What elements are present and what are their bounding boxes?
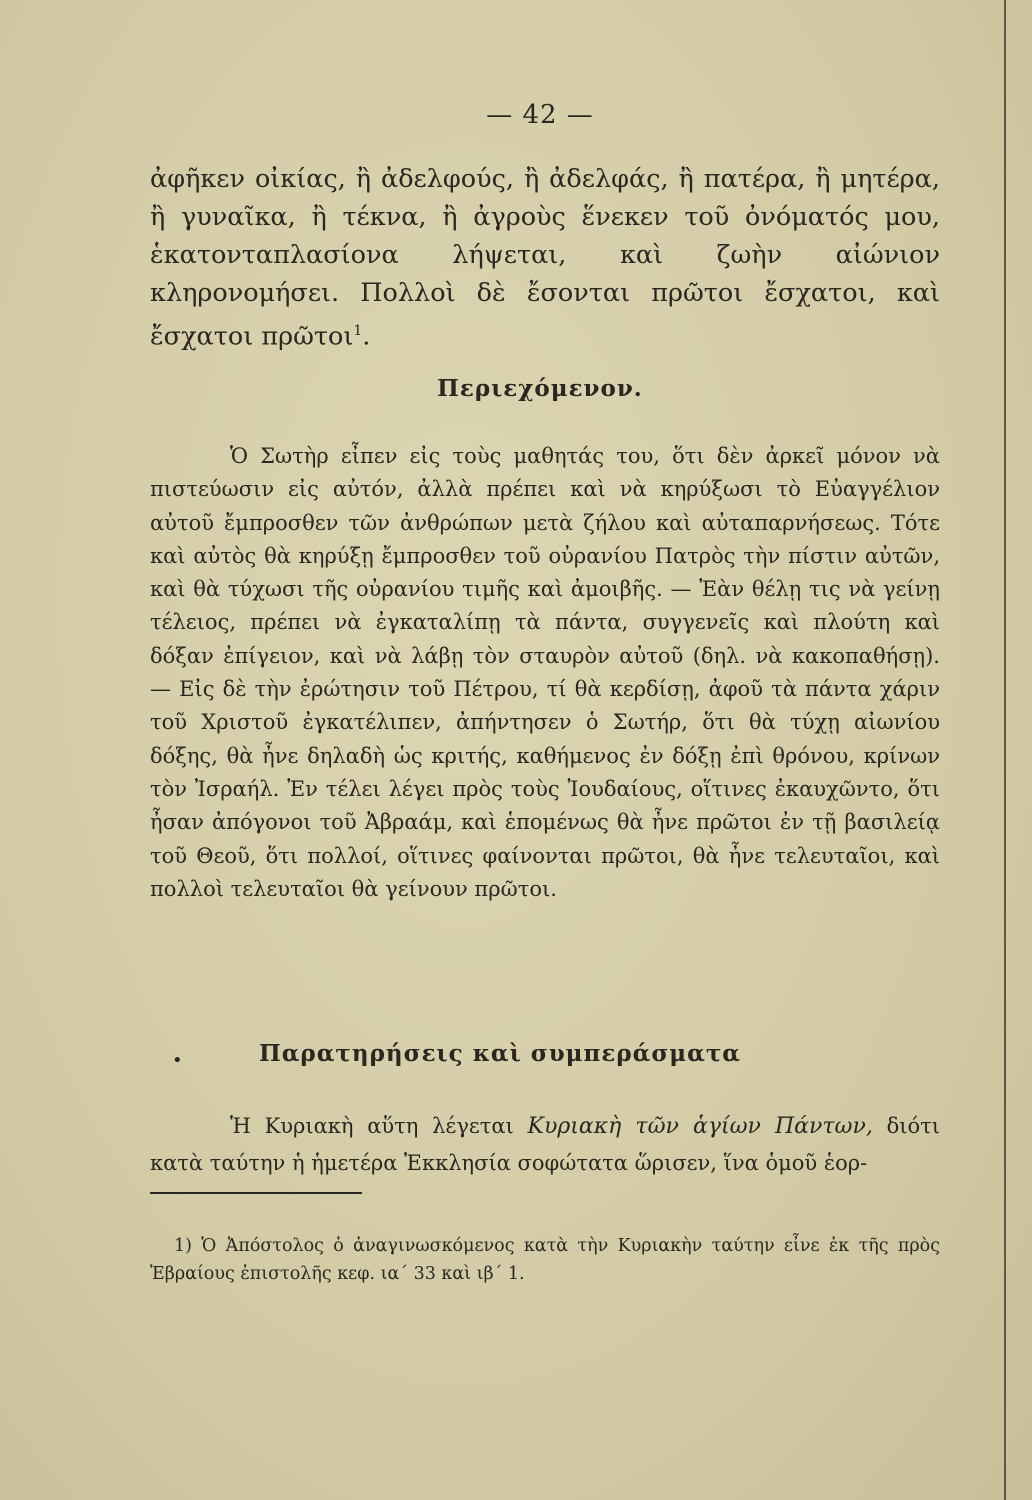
opening-paragraph	[150, 160, 940, 356]
contents-paragraph	[150, 440, 940, 906]
remarks-text-end: διότι κατὰ ταύτην ἡ ἡμετέρα Ἐκκλησία σοφώτατα ὥρισεν, ἵνα ὁμοῦ ἑορ-	[150, 1114, 940, 1175]
footnote	[150, 1232, 940, 1288]
opening-paragraph-text: ἀφῆκεν οἰκίας, ἢ ἀδελφούς, ἢ ἀδελφάς, ἢ πατέρα, ἢ μητέρα, ἢ γυναῖκα, ἢ τέκνα, ἢ ἀγροὺς ἕνεκεν τοῦ ὀνόματός μου, ἑκατονταπλασίονα λήψεται, καὶ ζωὴν αἰώνιον κληρονομήσει. Πολλοὶ δὲ ἔσονται πρῶτοι ἔσχατοι, καὶ ἔσχατοι πρῶτοι	[150, 164, 940, 352]
remarks-heading: Παρατηρήσεις καὶ συμπεράσματα	[258, 1040, 741, 1067]
page-edge-line	[1004, 0, 1006, 1500]
contents-heading: Περιεχόμενον.	[437, 375, 643, 402]
footnote-divider	[150, 1192, 362, 1194]
heading-bullet: •	[172, 1050, 183, 1071]
footnote-reference: 1	[353, 323, 363, 339]
opening-paragraph-end: .	[362, 321, 371, 352]
remarks-text-italic: Κυριακὴ τῶν ἁγίων Πάντων,	[527, 1114, 873, 1139]
remarks-text-start: Ἡ Κυριακὴ αὕτη λέγεται	[230, 1114, 514, 1138]
contents-paragraph-text: Ὁ Σωτὴρ εἶπεν εἰς τοὺς μαθητάς του, ὅτι δὲν ἀρκεῖ μόνον νὰ πιστεύωσιν εἰς αὐτόν, ἀλλὰ πρέπει καὶ νὰ κηρύξωσι τὸ Εὐαγγέλιον αὐτοῦ ἔμπροσθεν τῶν ἀνθρώπων μετὰ ζήλου καὶ αὐταπαρνήσεως. Τότε καὶ αὐτὸς θὰ κηρύξῃ ἔμπροσθεν τοῦ οὐρανίου Πατρὸς τὴν πίστιν αὐτῶν, καὶ θὰ τύχωσι τῆς οὐρανίου τιμῆς καὶ ἀμοιβῆς. — Ἐὰν θέλῃ τις νὰ γείνῃ τέλειος, πρέπει νὰ ἐγκαταλίπῃ τὰ πάντα, συγγενεῖς καὶ πλούτη καὶ δόξαν ἐπίγειον, καὶ νὰ λάβῃ τὸν σταυρὸν αὐτοῦ (δηλ. νὰ κακοπαθήσῃ). — Εἰς δὲ τὴν ἐρώτησιν τοῦ Πέτρου, τί θὰ κερδίσῃ, ἀφοῦ τὰ πάντα χάριν τοῦ Χριστοῦ ἐγκατέλιπεν, ἀπήντησεν ὁ Σωτήρ, ὅτι θὰ τύχῃ αἰωνίου δόξης, θὰ ἦνε δηλαδὴ ὡς κριτής, καθήμενος ἐν δόξῃ ἐπὶ θρόνου, κρίνων τὸν Ἰσραήλ. Ἐν τέλει λέγει πρὸς τοὺς Ἰουδαίους, οἵτινες ἐκαυχῶντο, ὅτι ἦσαν ἀπόγονοι τοῦ Ἀβραάμ, καὶ ἑπομένως θὰ ἦνε πρῶτοι ἐν τῇ βασιλείᾳ τοῦ Θεοῦ, ὅτι πολλοί, οἵτινες φαίνονται πρῶτοι, θὰ ἦνε τελευταῖοι, καὶ πολλοὶ τελευταῖοι θὰ γείνουν πρῶτοι.	[150, 444, 940, 901]
remarks-paragraph	[150, 1108, 940, 1181]
page-number: — 42 —	[486, 100, 594, 130]
footnote-text: 1) Ὁ Ἀπόστολος ὁ ἀναγινωσκόμενος κατὰ τὴν Κυριακὴν ταύτην εἶνε ἐκ τῆς πρὸς Ἑβραίους ἐπιστολῆς κεφ. ια΄ 33 καὶ ιβ΄ 1.	[150, 1236, 940, 1284]
